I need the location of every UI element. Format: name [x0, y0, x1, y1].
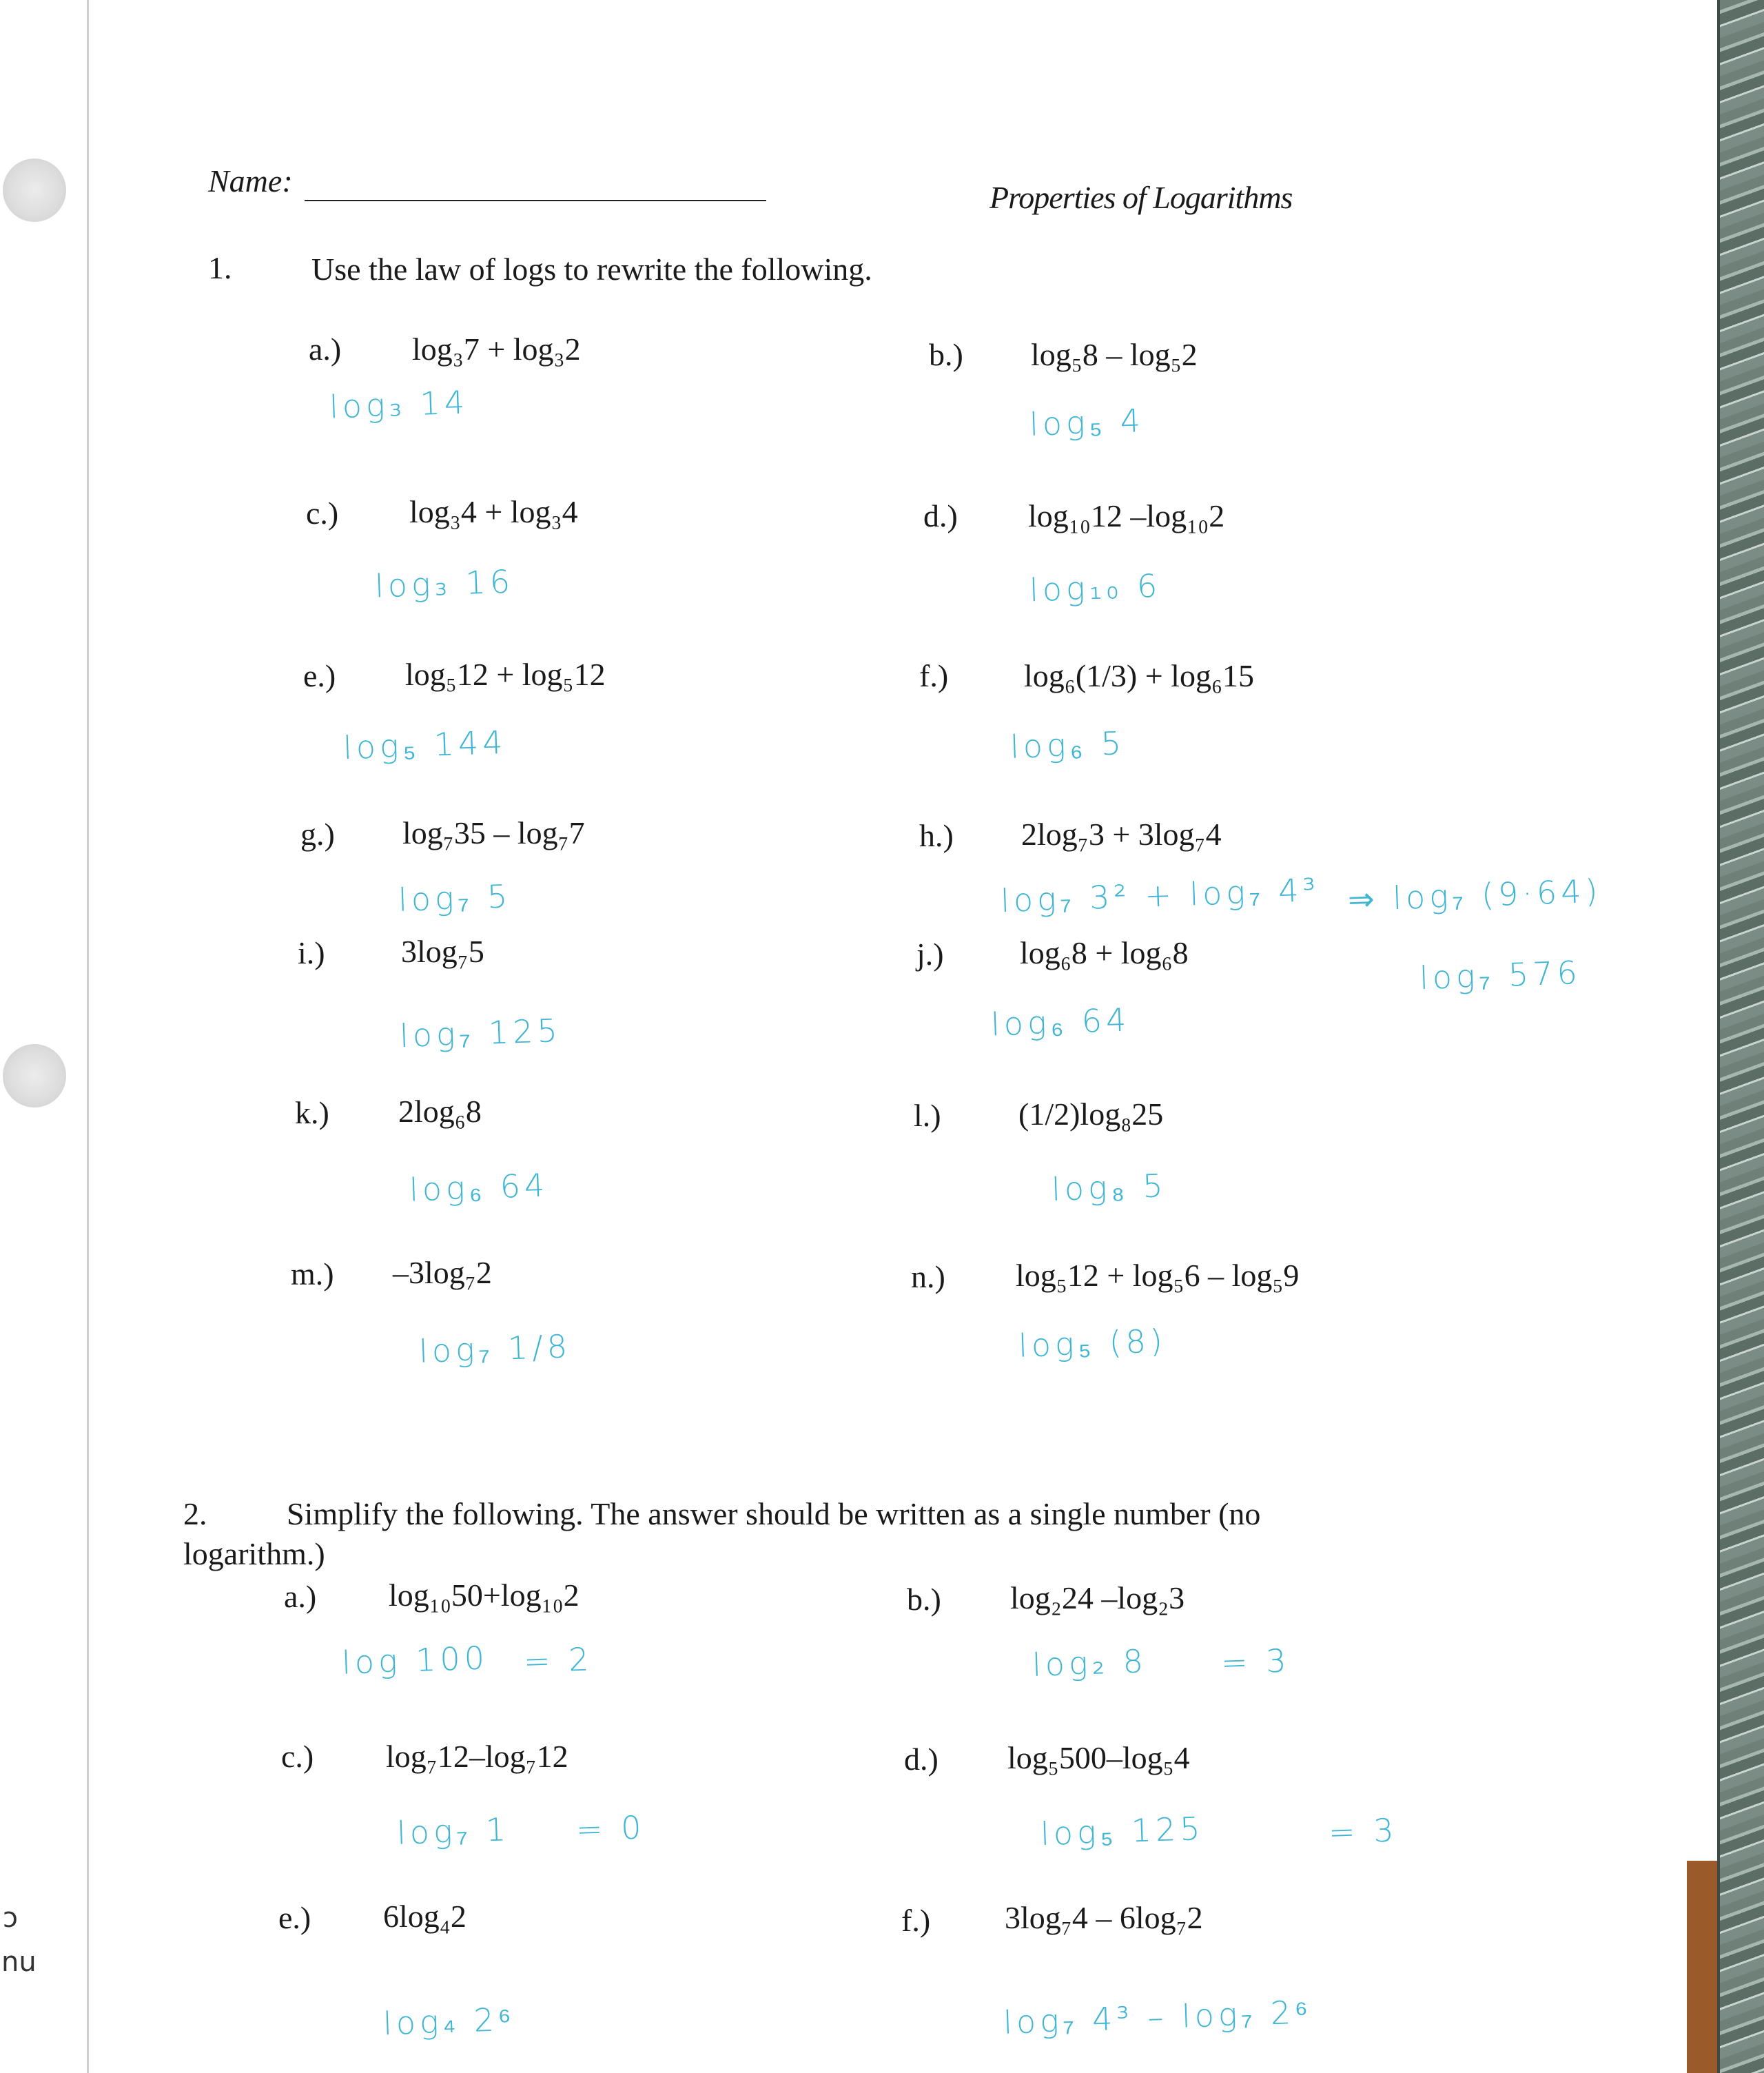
q2f-expression: 3log₇4 – 6log₇2: [1005, 1900, 1203, 1935]
q2-prompt-line2: logarithm.): [183, 1536, 325, 1571]
q1j-expression: log₆8 + log₆8: [1020, 935, 1189, 970]
q1m-expression: –3log₇2: [393, 1255, 492, 1290]
q1f-handwritten-answer: log₆ 5: [1009, 724, 1126, 766]
q1n-label: n.): [911, 1259, 945, 1294]
q1e-handwritten-answer: log₅ 144: [342, 723, 508, 767]
q1h-handwritten-step: ⇒ log₇ (9·64): [1347, 872, 1603, 919]
q1h-handwritten-work: log₇ 3² + log₇ 4³: [1000, 870, 1320, 920]
q2a-label: a.): [284, 1579, 317, 1614]
q1g-expression: log₇35 – log₇7: [402, 815, 585, 850]
q2e-handwritten-answer: log₄ 2⁶: [382, 2000, 516, 2043]
q2c-label: c.): [281, 1739, 314, 1774]
q1i-expression: 3log₇5: [401, 934, 484, 969]
q2f-handwritten-answer: log₇ 4³ – log₇ 2⁶: [1003, 1993, 1313, 2041]
q1h-label: h.): [919, 818, 954, 853]
q2c-handwritten-work: log₇ 1: [396, 1810, 511, 1852]
q1h-expression: 2log₇3 + 3log₇4: [1021, 817, 1222, 852]
q2b-label: b.): [907, 1582, 941, 1617]
binder-hole-middle: [3, 1044, 66, 1107]
q1i-label: i.): [298, 935, 325, 970]
binder-wood-edge: [1687, 1861, 1717, 2073]
q1k-label: k.): [295, 1095, 329, 1130]
q2d-handwritten-result: = 3: [1328, 1811, 1399, 1851]
q1f-label: f.): [919, 658, 949, 693]
q1e-label: e.): [303, 658, 336, 693]
q2a-handwritten-work: log 100: [341, 1639, 489, 1682]
q1f-expression: log₆(1/3) + log₆15: [1024, 658, 1254, 693]
q1c-handwritten-answer: log₃ 16: [374, 562, 515, 605]
q2-prompt-line1: Simplify the following. The answer should be written as a single number (no: [287, 1496, 1261, 1531]
q1a-handwritten-answer: log₃ 14: [329, 383, 470, 426]
margin-fragment-1: ɔ: [3, 1902, 18, 1934]
q1j-handwritten-answer: log₆ 64: [990, 1001, 1131, 1043]
q1m-label: m.): [291, 1256, 334, 1291]
q1d-handwritten-answer: log₁₀ 6: [1029, 566, 1162, 609]
q2e-label: e.): [278, 1900, 311, 1935]
q1l-expression: (1/2)log₈25: [1018, 1096, 1164, 1132]
worksheet-title: Properties of Logarithms: [989, 180, 1293, 215]
q1k-expression: 2log₆8: [398, 1094, 482, 1129]
q1a-label: a.): [309, 331, 342, 367]
q1c-label: c.): [306, 496, 339, 531]
q1d-expression: log₁₀12 –log₁₀2: [1028, 498, 1225, 533]
q1n-handwritten-answer: log₅ (8): [1018, 1322, 1167, 1365]
q1-number: 1.: [208, 250, 232, 285]
page-margin-line: [87, 0, 89, 2073]
q1g-label: g.): [300, 817, 335, 852]
q2e-expression: 6log₄2: [383, 1899, 466, 1934]
q1-prompt: Use the law of logs to rewrite the following.: [311, 252, 872, 287]
q1n-expression: log₅12 + log₅6 – log₅9: [1016, 1258, 1300, 1293]
margin-fragment-2: nu: [1, 1946, 37, 1978]
q1a-expression: log₃7 + log₃2: [412, 331, 581, 367]
q1h-handwritten-answer: log₇ 576: [1419, 953, 1582, 997]
q2a-expression: log₁₀50+log₁₀2: [389, 1577, 580, 1613]
q1j-label: j.): [916, 937, 944, 972]
q2b-handwritten-work: log₂ 8: [1032, 1642, 1148, 1684]
binder-hole-top: [3, 159, 66, 222]
q1g-handwritten-answer: log₇ 5: [398, 877, 513, 919]
q1d-label: d.): [923, 498, 958, 533]
q1e-expression: log₅12 + log₅12: [405, 657, 606, 692]
q2f-label: f.): [901, 1903, 931, 1938]
q1l-handwritten-answer: log₈ 5: [1051, 1167, 1168, 1208]
q1l-label: l.): [914, 1098, 941, 1133]
q2a-handwritten-result: = 2: [523, 1640, 594, 1680]
q2b-handwritten-result: = 3: [1220, 1642, 1291, 1682]
q2-number: 2.: [183, 1496, 207, 1531]
q2d-expression: log₅500–log₅4: [1007, 1740, 1190, 1775]
q2c-expression: log₇12–log₇12: [386, 1739, 568, 1774]
q1b-expression: log₅8 – log₅2: [1031, 337, 1198, 372]
q1c-expression: log₃4 + log₃4: [409, 494, 578, 529]
q1k-handwritten-answer: log₆ 64: [409, 1166, 550, 1209]
q2c-handwritten-result: = 0: [575, 1808, 646, 1848]
q1i-handwritten-answer: log₇ 125: [399, 1011, 562, 1055]
q1m-handwritten-answer: log₇ 1/8: [418, 1327, 572, 1370]
name-blank-line: [305, 200, 766, 201]
q2d-handwritten-work: log₅ 125: [1040, 1809, 1205, 1853]
q1b-handwritten-answer: log₅ 4: [1029, 402, 1145, 443]
binder-cover-edge: [1717, 0, 1764, 2073]
q2d-label: d.): [904, 1742, 939, 1777]
q1b-label: b.): [929, 337, 963, 372]
q2b-expression: log₂24 –log₂3: [1010, 1580, 1185, 1615]
name-label: Name:: [208, 163, 293, 198]
